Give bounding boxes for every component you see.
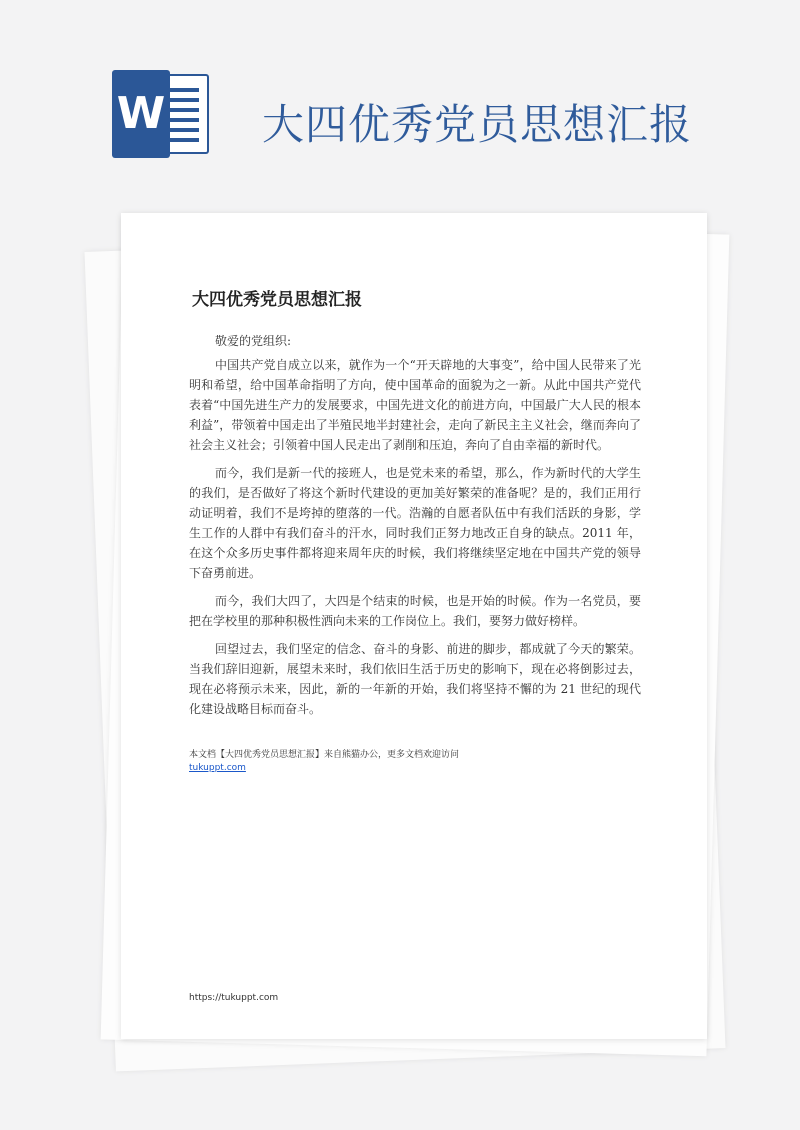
paragraph: 回望过去，我们坚定的信念、奋斗的身影、前进的脚步，都成就了今天的繁荣。当我们辞旧迎新，展望未来时，我们依旧生活于历史的影响下，现在必将倒影过去，现在必将预示未来，因此，新的一年新的开始，我们将坚持不懈的为 21 世纪的现代化建设战略目标而奋斗。 [189, 642, 641, 716]
page-title: 大四优秀党员思想汇报 [262, 100, 693, 149]
source-note-text: 本文档【大四优秀党员思想汇报】来自熊猫办公，更多文档欢迎访问 [189, 750, 460, 760]
paragraph: 而今，我们大四了，大四是个结束的时候，也是开始的时候。作为一名党员，要把在学校里的那种积极性洒向未来的工作岗位上。我们，要努力做好榜样。 [189, 594, 641, 628]
salutation: 敬爱的党组织: [215, 334, 292, 348]
paragraph: 中国共产党自成立以来，就作为一个“开天辟地的大事变”，给中国人民带来了光明和希望，给中国革命指明了方向，使中国革命的面貌为之一新。从此中国共产党代表着“中国先进生产力的发展要求，中国先进文化的前进方向，中国最广大人民的根本利益”，带领着中国走出了半殖民地半封建社会，走向了新民主主义社会，继而奔向了社会主义社会；引领着中国人民走出了剥削和压迫，奔向了自由幸福的新时代。 [189, 358, 641, 452]
paragraph: 而今，我们是新一代的接班人，也是党未来的希望，那么，作为新时代的大学生的我们，是否做好了将这个新时代建设的更加美好繁荣的准备呢？是的，我们正用行动证明着，我们不是垮掉的堕落的一代。浩瀚的自愿者队伍中有我们活跃的身影，学生工作的人群中有我们奋斗的汗水，同时我们正努力地改正自身的缺点。2011 年，在这个众多历史事件都将迎来周年庆的时候，我们将继续坚定地在中国共产党的领导下奋勇前进。 [189, 466, 641, 580]
word-icon [112, 66, 217, 161]
source-note [189, 749, 649, 775]
word-icon-letter: W [112, 70, 170, 158]
bottom-url[interactable]: https://tukuppt.com [189, 993, 279, 1003]
document-body [189, 331, 641, 727]
document-title: 大四优秀党员思想汇报 [192, 290, 362, 310]
header [0, 0, 800, 200]
source-link[interactable]: tukuppt.com [189, 763, 246, 773]
document-page [121, 213, 707, 1039]
